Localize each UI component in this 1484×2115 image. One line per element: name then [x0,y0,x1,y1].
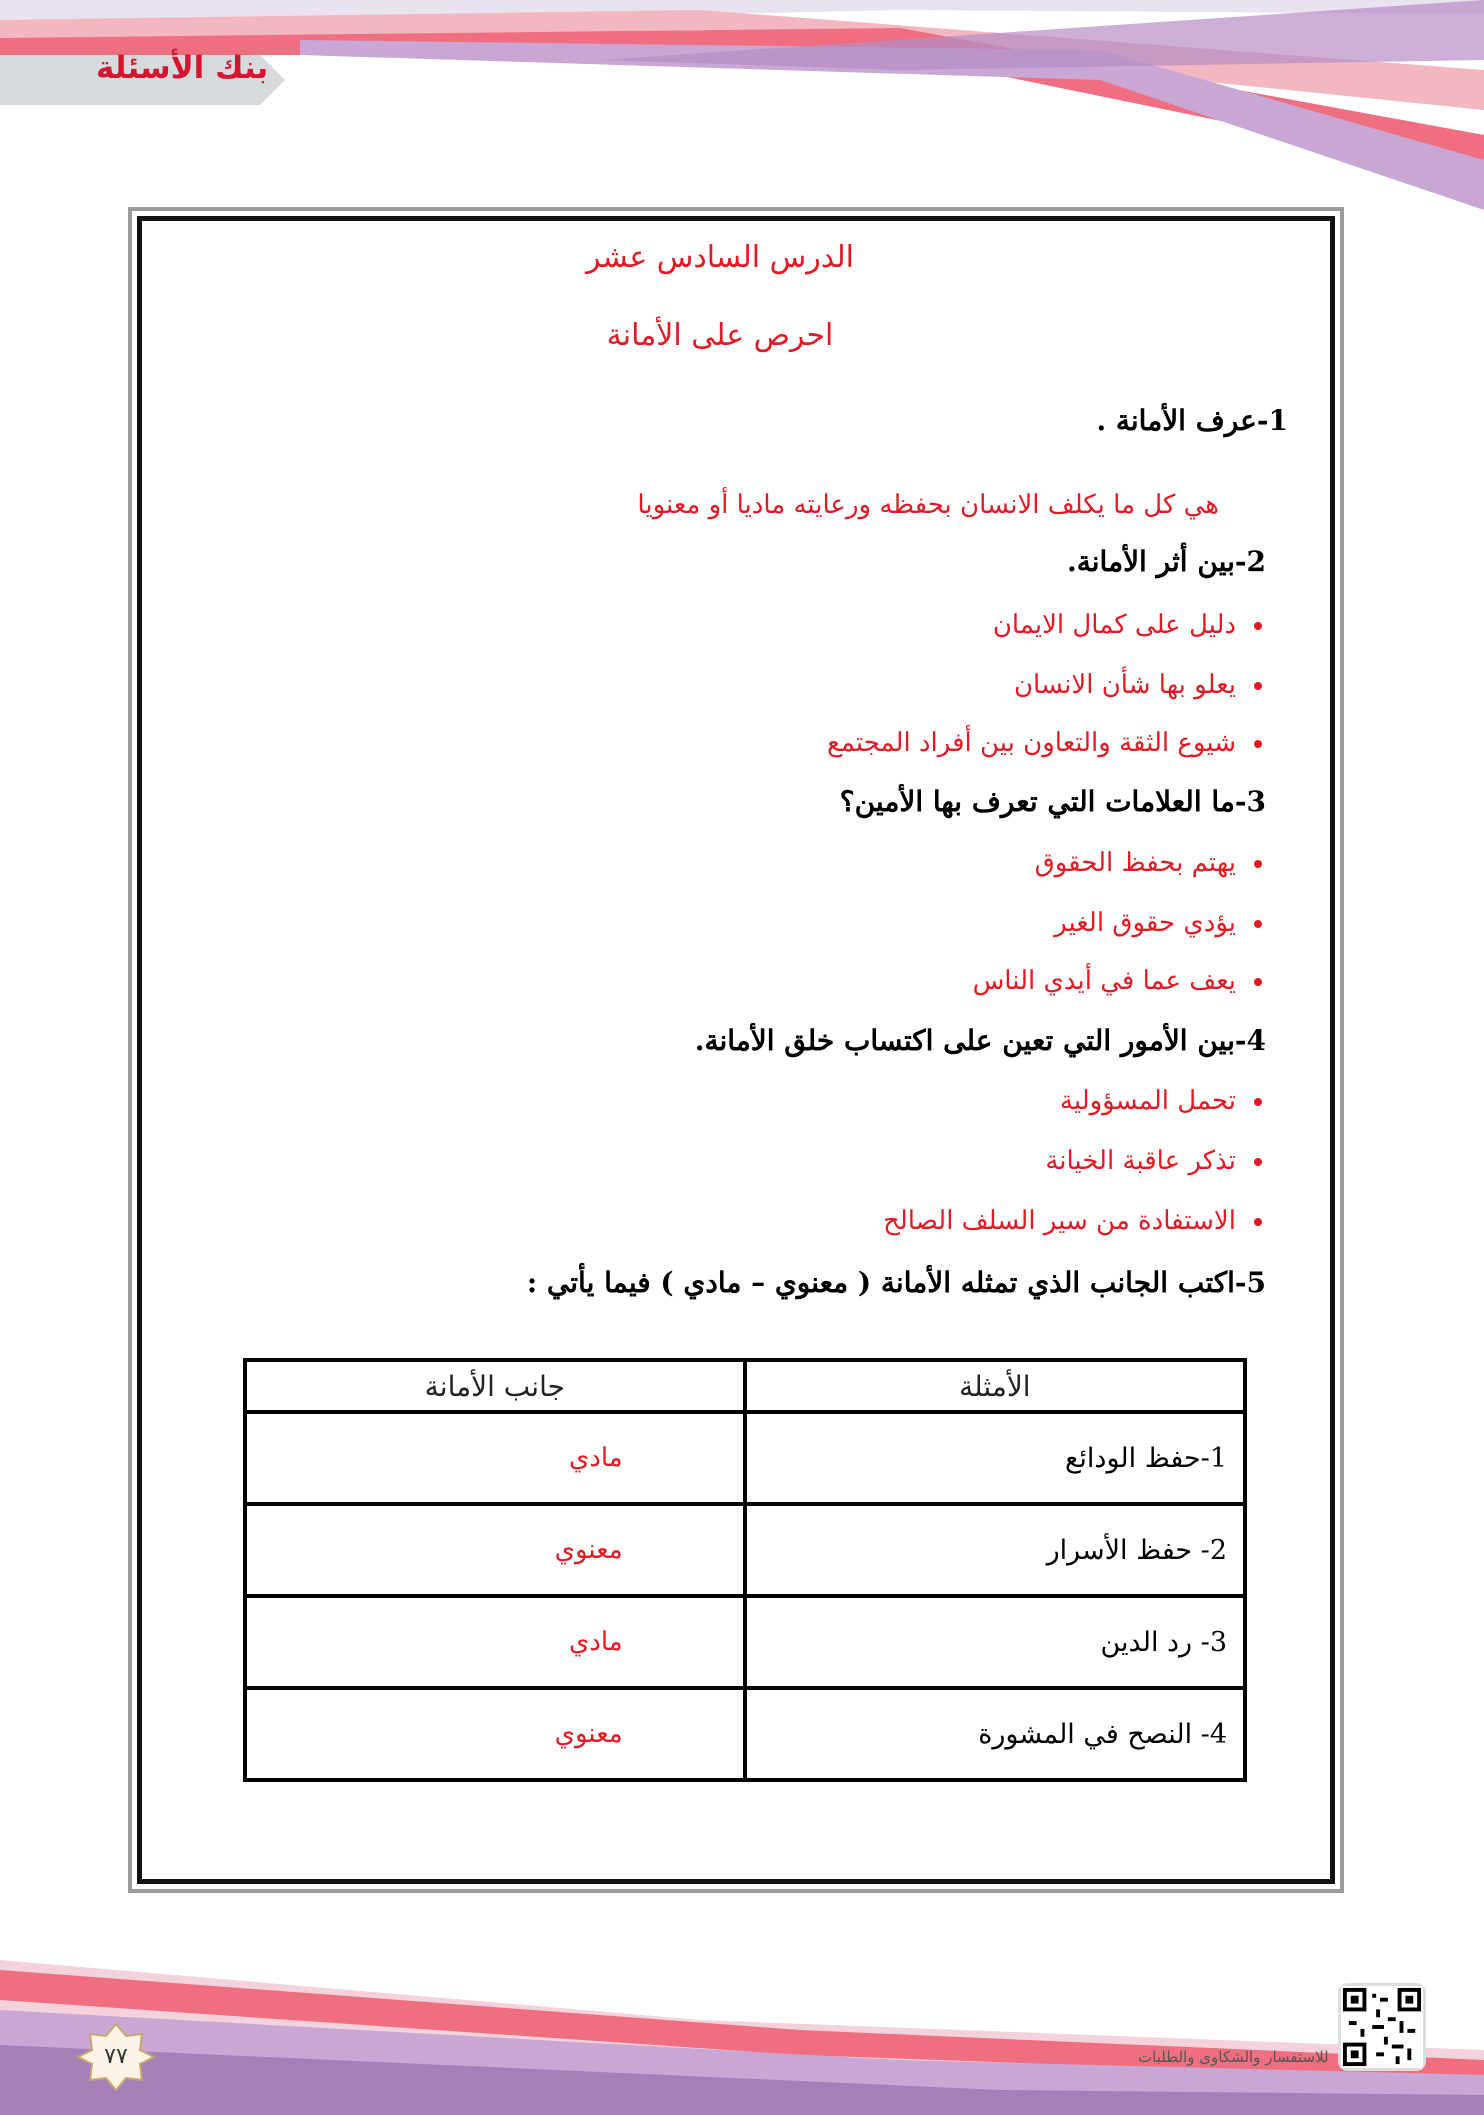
bullet-icon [1254,920,1262,928]
list-item: شيوع الثقة والتعاون بين أفراد المجتمع [827,728,1262,758]
example-cell: 2- حفظ الأسرار [745,1504,1245,1596]
bullet-icon [1254,622,1262,630]
bullet-icon [1254,682,1262,690]
footer-contact-text: للاستفسار والشكاوى والطلبات [1138,2048,1329,2066]
bullet-icon [1254,860,1262,868]
list-item: يعف عما في أيدي الناس [973,966,1262,996]
example-cell: 3- رد الدين [745,1596,1245,1688]
list-item: الاستفادة من سير السلف الصالح [883,1206,1262,1236]
list-item: تحمل المسؤولية [1060,1086,1262,1116]
question-5: 5-اكتب الجانب الذي تمثله الأمانة ( معنوي – مادي ) فيما يأتي : [526,1266,1266,1299]
lesson-number: الدرس السادس عشر [586,240,854,275]
qr-code-icon [1338,1983,1426,2071]
bullet-icon [1254,978,1262,986]
bullet-icon [1254,1158,1262,1166]
question-1: 1-عرف الأمانة . [1096,404,1288,437]
aspect-cell: مادي [245,1412,745,1504]
aspects-table [243,1358,1247,1782]
section-title: بنك الأسئلة [96,50,269,86]
table-header-row [245,1360,1245,1412]
list-item: دليل على كمال الايمان [993,610,1262,640]
table-row [245,1596,1245,1688]
answer-1: هي كل ما يكلف الانسان بحفظه ورعايته ماديا أو معنويا [637,490,1219,520]
footer-decoration [0,1960,1484,2115]
question-3: 3-ما العلامات التي تعرف بها الأمين؟ [839,785,1266,818]
page-number: ٧٧ [76,2022,156,2092]
lesson-name: احرص على الأمانة [606,318,834,353]
aspect-cell: معنوي [245,1688,745,1780]
example-cell: 1-حفظ الودائع [745,1412,1245,1504]
bullet-icon [1254,1098,1262,1106]
bullet-icon [1254,740,1262,748]
list-item: يعلو بها شأن الانسان [1014,670,1262,700]
bullet-icon [1254,1218,1262,1226]
header-decoration [0,0,1484,210]
column-header-aspect: جانب الأمانة [245,1360,745,1412]
question-4: 4-بين الأمور التي تعين على اكتساب خلق الأمانة. [694,1024,1266,1057]
list-item: يؤدي حقوق الغير [1054,908,1262,938]
table-row [245,1504,1245,1596]
list-item: يهتم بحفظ الحقوق [1035,848,1262,878]
column-header-examples: الأمثلة [745,1360,1245,1412]
table-row [245,1688,1245,1780]
list-item: تذكر عاقبة الخيانة [1045,1146,1262,1176]
aspect-cell: مادي [245,1596,745,1688]
table-row [245,1412,1245,1504]
example-cell: 4- النصح في المشورة [745,1688,1245,1780]
aspect-cell: معنوي [245,1504,745,1596]
question-2: 2-بين أثر الأمانة. [1066,545,1266,578]
